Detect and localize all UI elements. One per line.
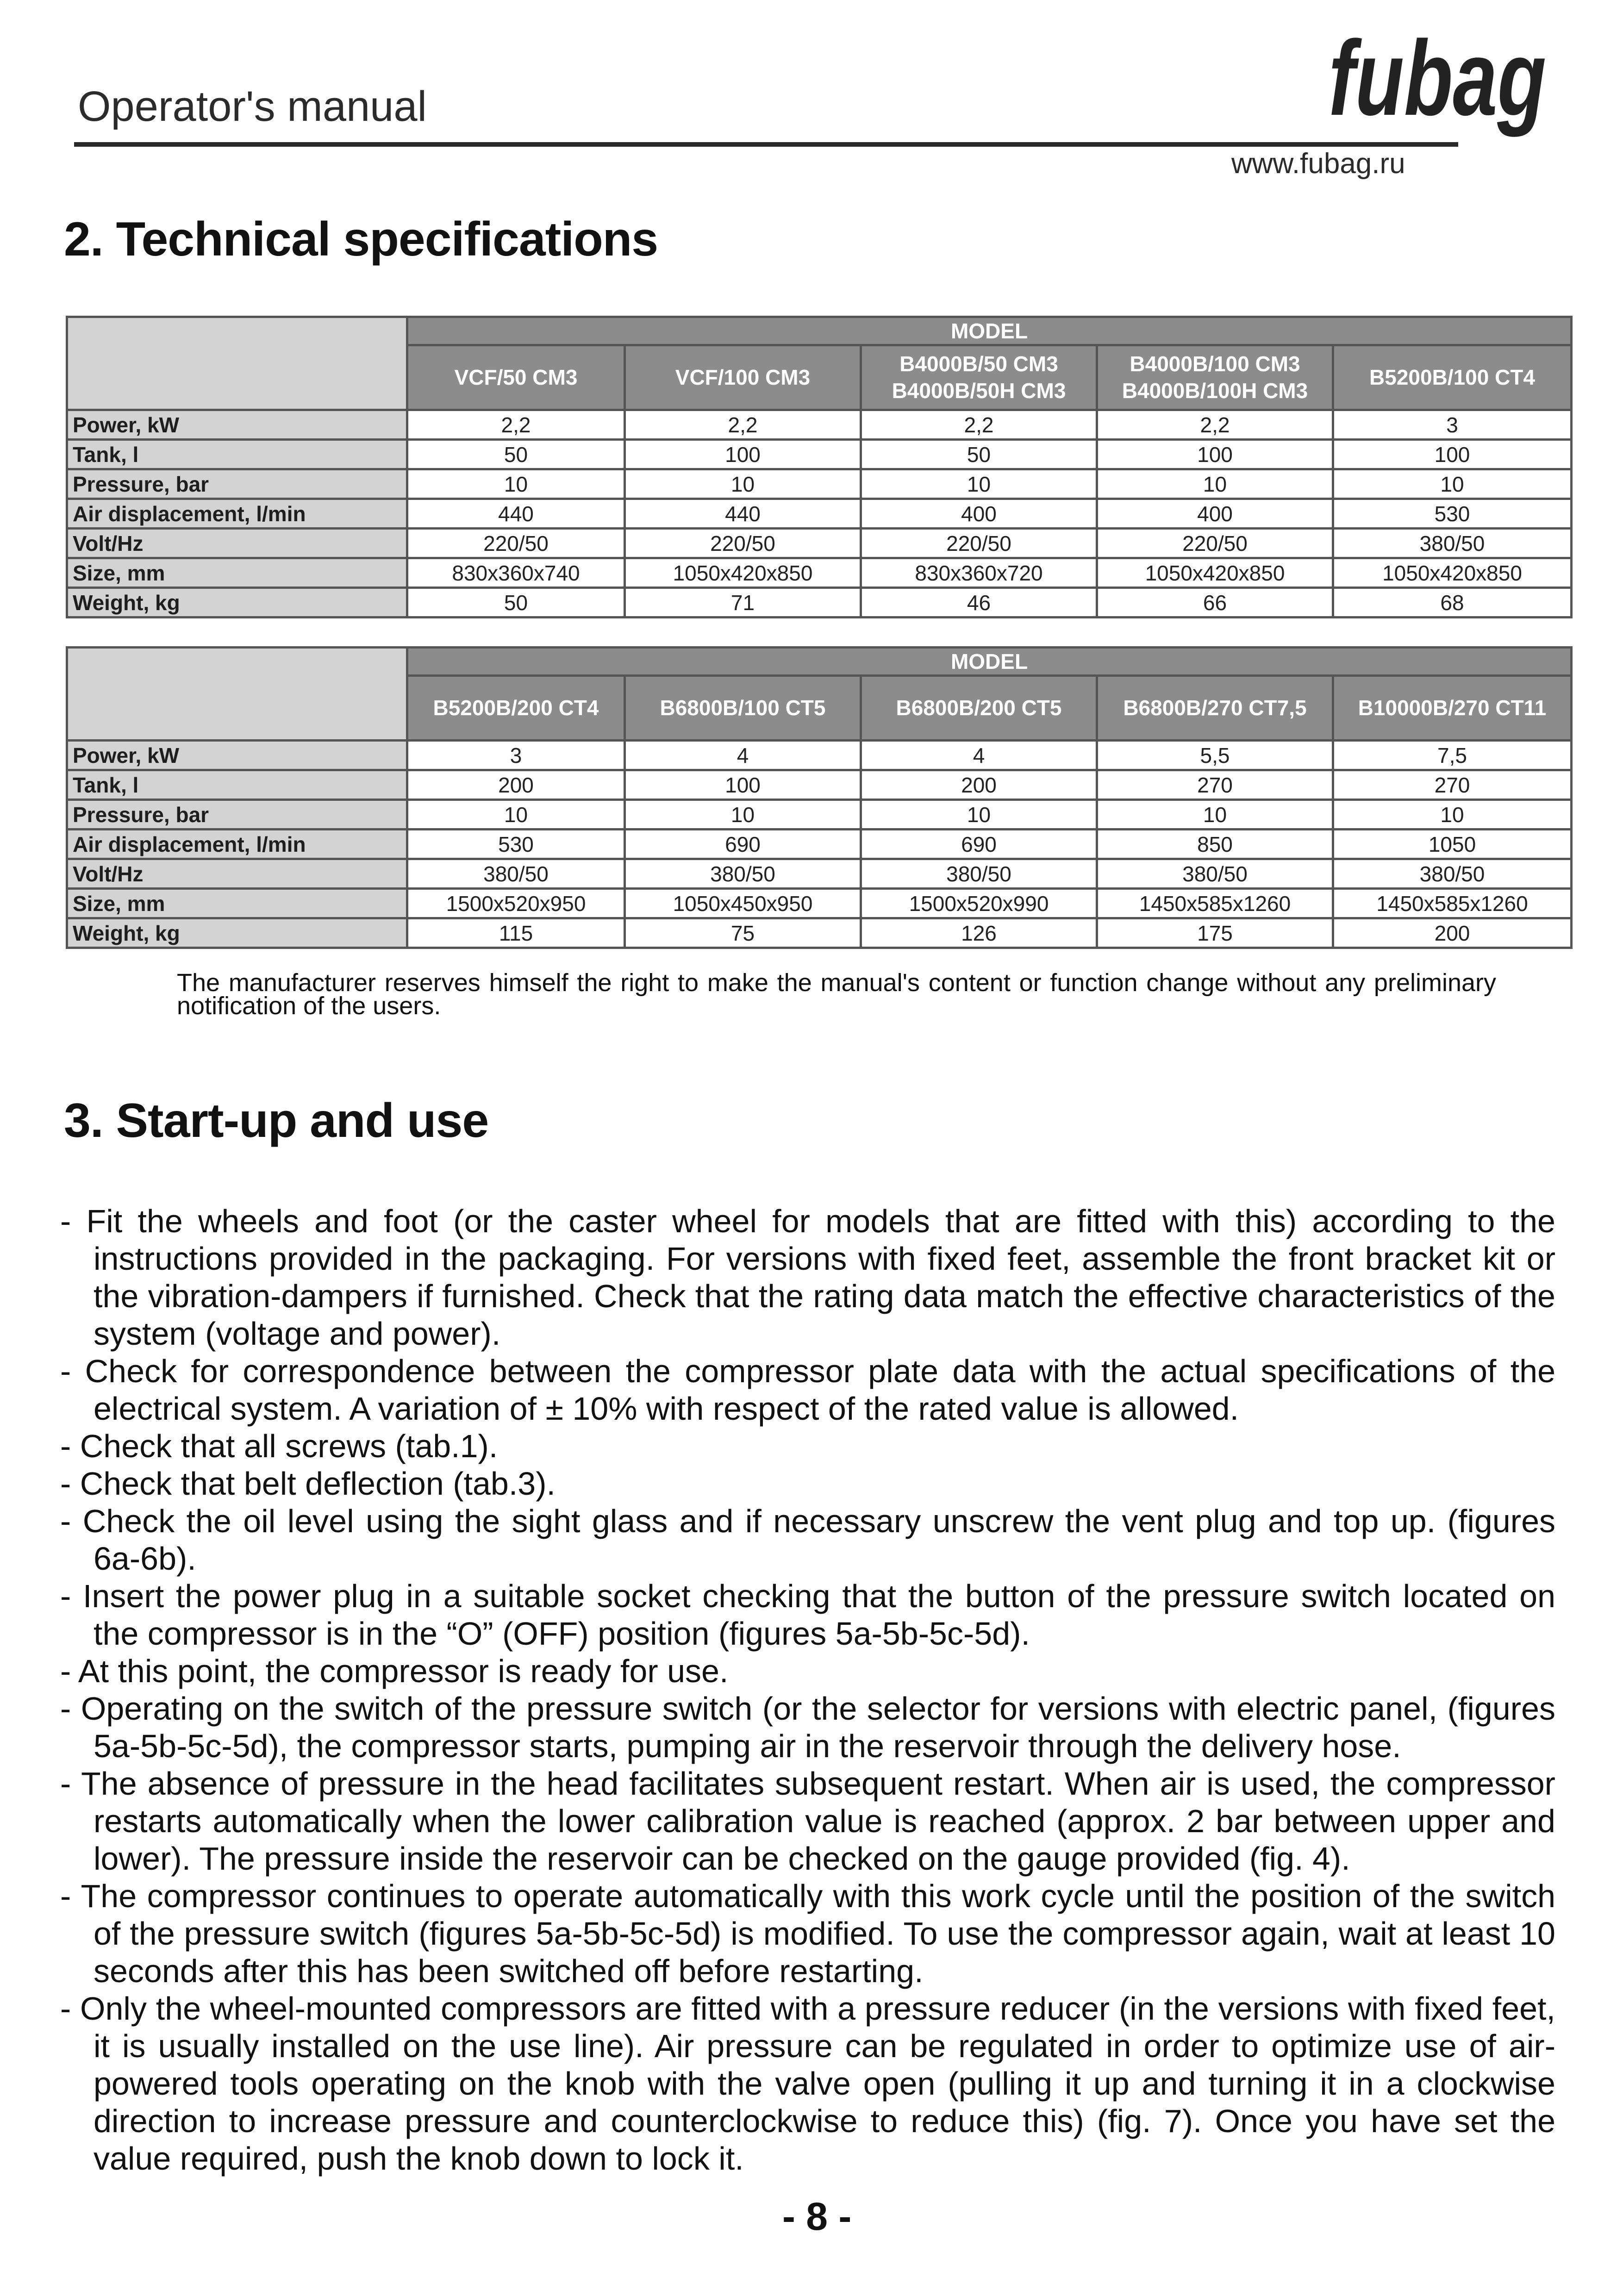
table-cell: 2,2 [625,410,861,440]
model-name-line: B5200B/200 CT4 [433,695,599,720]
row-label: Air displacement, l/min [67,499,407,529]
table-cell: 10 [1333,800,1572,830]
table-cell: 100 [1097,440,1333,469]
model-column-header [407,676,625,741]
model-column-header [625,345,861,410]
model-column-header [861,676,1097,741]
website-url: www.fubag.ru [1231,148,1405,180]
row-label: Weight, kg [67,588,407,618]
table-cell: 1050x420x850 [1097,558,1333,588]
model-column-header [861,345,1097,410]
table-cell: 5,5 [1097,741,1333,770]
model-column-header [625,676,861,741]
table-cell: 380/50 [1333,859,1572,889]
model-name-line: VCF/100 CM3 [675,365,811,389]
table-cell: 830x360x720 [861,558,1097,588]
table-cell: 50 [407,588,625,618]
table-row [67,529,1572,558]
model-header: MODEL [407,648,1572,676]
row-label: Tank, l [67,770,407,800]
startup-instructions [60,1203,1555,2177]
list-item: - Check that all screws (tab.1). [60,1428,498,1464]
spec-table-1 [66,316,1573,618]
table-cell: 2,2 [1097,410,1333,440]
table-cell: 380/50 [1333,529,1572,558]
table-cell: 1500x520x950 [407,889,625,918]
table-cell: 830x360x740 [407,558,625,588]
table-row [67,918,1572,948]
table-row [67,410,1572,440]
table-cell: 66 [1097,588,1333,618]
table-cell: 220/50 [625,529,861,558]
table-row [67,830,1572,859]
table-cell: 3 [407,741,625,770]
table-cell: 200 [407,770,625,800]
table-cell: 2,2 [861,410,1097,440]
table-row [67,859,1572,889]
table-row [67,440,1572,469]
table-row [67,741,1572,770]
table-row [67,558,1572,588]
table-cell: 530 [407,830,625,859]
row-label: Tank, l [67,440,407,469]
list-item: - The absence of pressure in the head facilitates subsequent restart. When air is used, the compressor restarts automatically when the lower calibration value is reached (approx. 2 bar between upper and lower). The pressure inside the reservoir can be checked on the gauge provided (fig. 4). [60,1766,1555,1877]
list-item: - Check for correspondence between the compressor plate data with the actual specifications of the electrical system. A variation of ± 10% with respect of the rated value is allowed. [60,1353,1555,1427]
table-cell: 220/50 [861,529,1097,558]
list-item: - Check the oil level using the sight glass and if necessary unscrew the vent plug and top up. (figures 6a-6b). [60,1503,1555,1577]
row-label: Volt/Hz [67,529,407,558]
table-cell: 10 [1333,469,1572,499]
model-name-line: B4000B/100 CM3 [1130,352,1300,376]
header-rule [74,142,1458,147]
table-cell: 690 [625,830,861,859]
list-item: - Fit the wheels and foot (or the caster wheel for models that are fitted with this) according to the instructions provided in the packaging. For versions with fixed feet, assemble the front bracket kit or the vibration-dampers if furnished. Check that the rating data match the effective characteristics of the system (voltage and power). [60,1203,1555,1352]
table-cell: 440 [407,499,625,529]
spec-table-2 [66,646,1573,949]
row-label: Weight, kg [67,918,407,948]
table-cell: 10 [861,469,1097,499]
table-cell: 50 [861,440,1097,469]
table-cell: 10 [1097,469,1333,499]
table-cell: 4 [625,741,861,770]
table-row [67,800,1572,830]
table-cell: 220/50 [1097,529,1333,558]
table-cell: 1050x450x950 [625,889,861,918]
list-item: - Only the wheel-mounted compressors are fitted with a pressure reducer (in the versions with fixed feet, it is usually installed on the use line). Air pressure can be regulated in order to optimize use of air-powered tools operating on the knob with the valve open (pulling it up and turning it in a clockwise direction to increase pressure and counterclockwise to reduce this) (fig. 7). Once you have set the value required, push the knob down to lock it. [60,1990,1555,2177]
model-name-line: B6800B/270 CT7,5 [1123,695,1307,720]
model-column-header [1333,345,1572,410]
model-name-line: B5200B/100 CT4 [1369,365,1535,389]
table-cell: 1050x420x850 [625,558,861,588]
model-name-line: B4000B/100H CM3 [1122,378,1308,403]
table-cell: 126 [861,918,1097,948]
logo-text: fubag [1329,19,1546,137]
row-label: Pressure, bar [67,469,407,499]
table-cell: 46 [861,588,1097,618]
table-cell: 400 [1097,499,1333,529]
table-cell: 270 [1097,770,1333,800]
list-item: - Check that belt deflection (tab.3). [60,1466,556,1502]
row-label: Power, kW [67,410,407,440]
table-cell: 440 [625,499,861,529]
row-label: Size, mm [67,558,407,588]
table-cell: 220/50 [407,529,625,558]
table-cell: 10 [625,800,861,830]
table-cell: 115 [407,918,625,948]
list-item: - The compressor continues to operate automatically with this work cycle until the position of the switch of the pressure switch (figures 5a-5b-5c-5d) is modified. To use the compressor again, wait at least 10 seconds after this has been switched off before restarting. [60,1878,1555,1989]
table-cell: 68 [1333,588,1572,618]
table-cell: 10 [407,800,625,830]
model-name-line: B4000B/50 CM3 [899,352,1058,376]
table-cell: 175 [1097,918,1333,948]
table-cell: 3 [1333,410,1572,440]
table-cell: 200 [1333,918,1572,948]
table-cell: 200 [861,770,1097,800]
table-cell: 10 [407,469,625,499]
list-item: - Operating on the switch of the pressure switch (or the selector for versions with electric panel, (figures 5a-5b-5c-5d), the compressor starts, pumping air in the reservoir through the delivery hose. [60,1691,1555,1764]
table-cell: 10 [1097,800,1333,830]
page-number: - 8 - [782,2195,852,2238]
model-name-line: B4000B/50H CM3 [892,378,1066,403]
table-cell: 1050 [1333,830,1572,859]
table-cell: 71 [625,588,861,618]
fubag-logo [1324,19,1565,161]
model-name-line: B6800B/200 CT5 [896,695,1062,720]
row-label: Volt/Hz [67,859,407,889]
model-name-line: B10000B/270 CT11 [1358,695,1547,720]
table-cell: 75 [625,918,861,948]
row-label: Size, mm [67,889,407,918]
table-cell: 100 [625,770,861,800]
table-corner-cell [67,648,407,741]
table-cell: 2,2 [407,410,625,440]
table-cell: 850 [1097,830,1333,859]
row-label: Air displacement, l/min [67,830,407,859]
section-2-heading: 2. Technical specifications [64,212,658,266]
table-cell: 380/50 [625,859,861,889]
manufacturer-note: The manufacturer reserves himself the right to make the manual's content or function change without any preliminary notification of the users. [177,969,1496,1020]
table-corner-cell [67,317,407,410]
manual-title: Operator's manual [78,83,427,130]
list-item: - At this point, the compressor is ready for use. [60,1653,729,1689]
table-cell: 10 [861,800,1097,830]
table-cell: 690 [861,830,1097,859]
table-cell: 10 [625,469,861,499]
table-cell: 1050x420x850 [1333,558,1572,588]
table-cell: 380/50 [861,859,1097,889]
list-item: - Insert the power plug in a suitable socket checking that the button of the pressure switch located on the compressor is in the “O” (OFF) position (figures 5a-5b-5c-5d). [60,1578,1555,1652]
table-cell: 100 [1333,440,1572,469]
table-row [67,770,1572,800]
model-header: MODEL [407,317,1572,345]
table-row [67,469,1572,499]
table-cell: 380/50 [407,859,625,889]
table-cell: 380/50 [1097,859,1333,889]
table-cell: 530 [1333,499,1572,529]
table-cell: 1450x585x1260 [1097,889,1333,918]
table-cell: 7,5 [1333,741,1572,770]
table-cell: 1450x585x1260 [1333,889,1572,918]
section-3-heading: 3. Start-up and use [64,1094,489,1148]
table-cell: 50 [407,440,625,469]
row-label: Pressure, bar [67,800,407,830]
model-column-header [1333,676,1572,741]
table-cell: 4 [861,741,1097,770]
table-row [67,889,1572,918]
model-name-line: VCF/50 CM3 [454,365,578,389]
table-cell: 1500x520x990 [861,889,1097,918]
table-row [67,499,1572,529]
table-cell: 270 [1333,770,1572,800]
table-cell: 100 [625,440,861,469]
model-column-header [1097,345,1333,410]
model-column-header [1097,676,1333,741]
table-cell: 400 [861,499,1097,529]
row-label: Power, kW [67,741,407,770]
model-column-header [407,345,625,410]
model-name-line: B6800B/100 CT5 [660,695,826,720]
table-row [67,588,1572,618]
